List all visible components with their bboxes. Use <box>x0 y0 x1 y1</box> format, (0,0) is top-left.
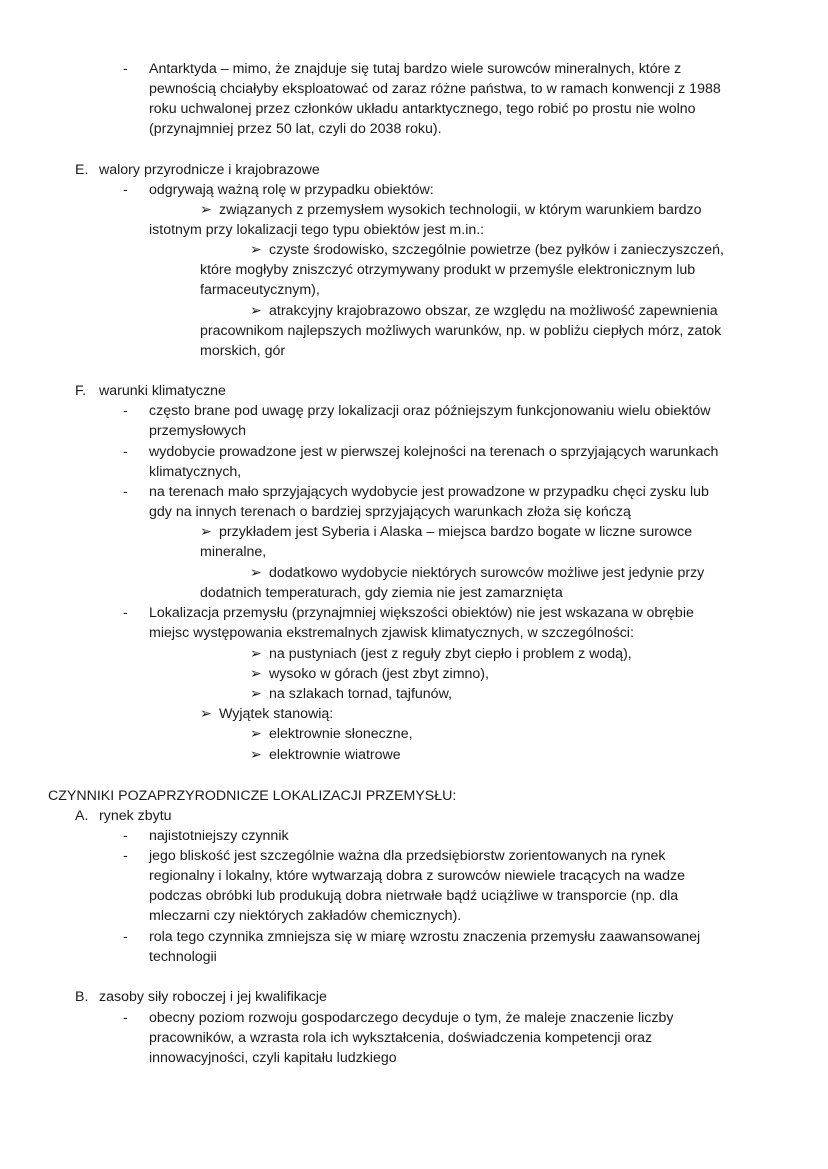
text-line: innowacyjności, czyli kapitału ludzkiego <box>149 1050 397 1066</box>
bullet-dash: - <box>123 929 128 945</box>
bullet-dash: - <box>123 484 128 500</box>
arrow-bullet-icon: ➢ <box>250 666 262 682</box>
text-line: obecny poziom rozwoju gospodarczego decyduje o tym, że maleje znaczenie liczby <box>149 1010 674 1026</box>
section-heading: walory przyrodnicze i krajobrazowe <box>99 162 320 178</box>
text-line: wysoko w górach (jest zbyt zimno), <box>269 666 489 682</box>
list-marker: B. <box>75 989 89 1005</box>
text-line: wydobycie prowadzone jest w pierwszej kolejności na terenach o sprzyjających warunkach <box>149 444 719 460</box>
text-line: pewnością chciałyby eksploatować od zaraz różne państwa, to w ramach konwencji z 1988 <box>149 81 721 97</box>
arrow-bullet-icon: ➢ <box>250 686 262 702</box>
text-line: morskich, gór <box>200 343 286 359</box>
bullet-dash: - <box>123 61 128 77</box>
arrow-bullet-icon: ➢ <box>250 747 262 763</box>
text-line: pracownikom najlepszych możliwych warunków, np. w pobliżu ciepłych mórz, zatok <box>200 323 722 339</box>
chapter-heading: CZYNNIKI POZAPRZYRODNICZE LOKALIZACJI PRZEMYSŁU: <box>48 788 457 804</box>
bullet-dash: - <box>123 403 128 419</box>
arrow-bullet-icon: ➢ <box>200 524 212 540</box>
bullet-dash: - <box>123 605 128 621</box>
arrow-bullet-icon: ➢ <box>250 726 262 742</box>
text-line: klimatycznych, <box>149 464 242 480</box>
text-line: czyste środowisko, szczególnie powietrze (bez pyłków i zanieczyszczeń, <box>269 242 724 258</box>
text-line: roku uchwalonej przez członków układu antarktycznego, tego robić po prostu nie wolno <box>149 101 696 117</box>
text-line: mineralne, <box>200 544 267 560</box>
list-marker: E. <box>75 162 89 178</box>
text-line: często brane pod uwagę przy lokalizacji oraz późniejszym funkcjonowaniu wielu obiektów <box>149 403 711 419</box>
text-line: na pustyniach (jest z reguły zbyt ciepło i problem z wodą), <box>269 646 632 662</box>
text-line: Lokalizacja przemysłu (przynajmniej większości obiektów) nie jest wskazana w obrębie <box>149 605 694 621</box>
bullet-dash: - <box>123 182 128 198</box>
text-line: technologii <box>149 949 217 965</box>
text-line: Wyjątek stanowią: <box>219 706 334 722</box>
list-marker: A. <box>75 808 89 824</box>
text-line: Antarktyda – mimo, że znajduje się tutaj bardzo wiele surowców mineralnych, które z <box>149 61 682 77</box>
text-line: odgrywają ważną rolę w przypadku obiektów: <box>149 182 434 198</box>
bullet-dash: - <box>123 828 128 844</box>
bullet-dash: - <box>123 1010 128 1026</box>
text-line: mleczarni czy niektórych zakładów chemicznych). <box>149 908 462 924</box>
text-line: pracowników, a wzrasta rola ich wykształcenia, doświadczenia kompetencji oraz <box>149 1030 653 1046</box>
text-line: przemysłowych <box>149 423 246 439</box>
text-line: najistotniejszy czynnik <box>149 828 289 844</box>
text-line: elektrownie słoneczne, <box>269 726 413 742</box>
bullet-dash: - <box>123 444 128 460</box>
text-line: istotnym przy lokalizacji tego typu obiektów jest m.in.: <box>149 222 485 238</box>
text-line: dodatnich temperaturach, gdy ziemia nie jest zamarznięta <box>200 585 563 601</box>
text-line: podczas obróbki lub produkują dobra nietrwałe bądź uciążliwe w transporcie (np. dla <box>149 888 679 904</box>
arrow-bullet-icon: ➢ <box>250 646 262 662</box>
arrow-bullet-icon: ➢ <box>200 202 212 218</box>
text-line: regionalny i lokalny, które wytwarzają dobra z surowców niewiele tracących na wadze <box>149 868 685 884</box>
text-line: dodatkowo wydobycie niektórych surowców możliwe jest jedynie przy <box>269 565 705 581</box>
text-line: związanych z przemysłem wysokich technologii, w którym warunkiem bardzo <box>219 202 702 218</box>
text-line: które mogłyby zniszczyć otrzymywany produkt w przemyśle elektronicznym lub <box>200 262 696 278</box>
text-line: (przynajmniej przez 50 lat, czyli do 2038 roku). <box>149 121 442 137</box>
list-marker: F. <box>75 383 87 399</box>
text-line: farmaceutycznym), <box>200 282 320 298</box>
text-line: jego bliskość jest szczególnie ważna dla przedsiębiorstw zorientowanych na rynek <box>149 848 666 864</box>
text-line: na szlakach tornad, tajfunów, <box>269 686 452 702</box>
section-heading: warunki klimatyczne <box>99 383 226 399</box>
text-line: rola tego czynnika zmniejsza się w miarę wzrostu znaczenia przemysłu zaawansowanej <box>149 929 701 945</box>
section-heading: rynek zbytu <box>99 808 172 824</box>
arrow-bullet-icon: ➢ <box>200 706 212 722</box>
text-line: przykładem jest Syberia i Alaska – miejsca bardzo bogate w liczne surowce <box>219 524 693 540</box>
text-line: na terenach mało sprzyjających wydobycie jest prowadzone w przypadku chęci zysku lub <box>149 484 709 500</box>
arrow-bullet-icon: ➢ <box>250 565 262 581</box>
text-line: gdy na innych terenach o bardziej sprzyjających warunkach złoża się kończą <box>149 504 631 520</box>
text-line: miejsc występowania ekstremalnych zjawisk klimatycznych, w szczególności: <box>149 625 634 641</box>
arrow-bullet-icon: ➢ <box>250 303 262 319</box>
text-line: elektrownie wiatrowe <box>269 747 401 763</box>
text-line: atrakcyjny krajobrazowo obszar, ze względu na możliwość zapewnienia <box>269 303 718 319</box>
arrow-bullet-icon: ➢ <box>250 242 262 258</box>
section-heading: zasoby siły roboczej i jej kwalifikacje <box>99 989 327 1005</box>
bullet-dash: - <box>123 848 128 864</box>
